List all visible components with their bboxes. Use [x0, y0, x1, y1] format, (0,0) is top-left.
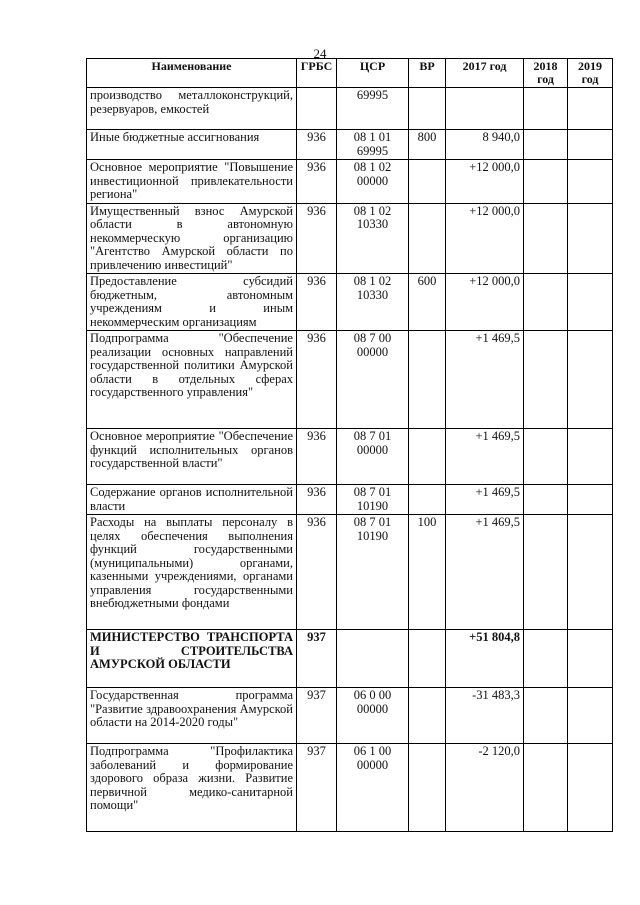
table-row [87, 688, 613, 744]
cell-grbs: 936 [297, 515, 337, 630]
cell-name: Иные бюджетные ассигнования [87, 130, 297, 160]
cell-2019 [568, 744, 613, 832]
cell-2019 [568, 274, 613, 331]
cell-2019 [568, 160, 613, 204]
cell-grbs: 937 [297, 744, 337, 832]
cell-2017: +51 804,8 [446, 630, 524, 688]
csr-part-2: 00000 [356, 757, 389, 772]
cell-2018 [524, 203, 568, 274]
cell-2018 [524, 88, 568, 130]
cell-2019 [568, 485, 613, 515]
cell-2018 [524, 630, 568, 688]
cell-2019 [568, 130, 613, 160]
cell-2017: +12 000,0 [446, 274, 524, 331]
cell-vr: 100 [409, 515, 446, 630]
cell-csr [337, 688, 409, 744]
cell-name: Государственная программа "Развитие здравоохранения Амурской области на 2014-2020 годы" [87, 688, 297, 744]
csr-part-1: 08 7 01 [353, 429, 392, 443]
csr-part-1: 08 7 01 [353, 485, 392, 499]
table-row [87, 160, 613, 204]
csr-part-1: 06 0 00 [353, 688, 392, 702]
cell-vr [409, 203, 446, 274]
cell-vr [409, 688, 446, 744]
cell-2018 [524, 515, 568, 630]
cell-grbs: 936 [297, 160, 337, 204]
csr-part-2: 10330 [356, 217, 389, 231]
cell-vr: 600 [409, 274, 446, 331]
page-number: 24 [313, 46, 327, 61]
csr-part-1: 06 1 00 [353, 744, 392, 758]
table-row [87, 274, 613, 331]
cell-grbs: 936 [297, 331, 337, 429]
cell-2017: +1 469,5 [446, 331, 524, 429]
cell-name: Имущественный взнос Амурской области в автономную некоммерческую организацию "Агентство Амурской области по привлечению инвестиций" [87, 203, 297, 274]
cell-vr [409, 331, 446, 429]
table-row [87, 630, 613, 688]
cell-2017: 8 940,0 [446, 130, 524, 160]
header-grbs: ГРБС [297, 59, 337, 88]
cell-2017: -2 120,0 [446, 744, 524, 832]
cell-2019 [568, 203, 613, 274]
cell-name: Основное мероприятие "Обеспечение функций исполнительных органов государственной власти" [87, 429, 297, 485]
cell-grbs: 936 [297, 485, 337, 515]
cell-vr [409, 160, 446, 204]
table-body [87, 88, 613, 832]
cell-2019 [568, 429, 613, 485]
cell-csr [337, 203, 409, 274]
cell-name: МИНИСТЕРСТВО ТРАНСПОРТА И СТРОИТЕЛЬСТВА АМУРСКОЙ ОБЛАСТИ [87, 630, 297, 688]
cell-csr [337, 485, 409, 515]
cell-2018 [524, 274, 568, 331]
cell-csr [337, 515, 409, 630]
cell-2017: +1 469,5 [446, 429, 524, 485]
cell-csr [337, 160, 409, 204]
table-row [87, 203, 613, 274]
csr-part-1: 08 1 02 [353, 160, 392, 174]
header-2018: 2018 год [524, 59, 568, 88]
cell-vr [409, 744, 446, 832]
header-csr: ЦСР [337, 59, 409, 88]
csr-part-2: 10190 [356, 498, 389, 513]
table-row [87, 485, 613, 515]
cell-2018 [524, 429, 568, 485]
table-row [87, 429, 613, 485]
header-name: Наименование [87, 59, 297, 88]
csr-part-2: 10330 [356, 287, 389, 302]
cell-grbs: 936 [297, 274, 337, 331]
cell-2018 [524, 744, 568, 832]
cell-name: Подпрограмма "Обеспечение реализации основных направлений государственной политики Амурской области в отдельных сферах государственного управления" [87, 331, 297, 429]
csr-part-2: 69995 [356, 143, 389, 158]
cell-grbs [297, 88, 337, 130]
csr-part-1: 08 1 02 [353, 274, 392, 288]
cell-2017: +1 469,5 [446, 485, 524, 515]
table-row [87, 515, 613, 630]
cell-2019 [568, 331, 613, 429]
cell-name: Предоставление субсидий бюджетным, автономным учреждениям и иным некоммерческим организациям [87, 274, 297, 331]
budget-table [86, 58, 613, 832]
csr-part-1: 08 1 01 [353, 130, 392, 144]
csr-part-1: 08 1 02 [353, 203, 392, 218]
table-row [87, 130, 613, 160]
cell-2018 [524, 688, 568, 744]
table-row [87, 88, 613, 130]
cell-csr [337, 130, 409, 160]
cell-2018 [524, 331, 568, 429]
cell-2017: -31 483,3 [446, 688, 524, 744]
cell-2017: +12 000,0 [446, 203, 524, 274]
cell-csr [337, 630, 409, 688]
cell-name: Расходы на выплаты персоналу в целях обеспечения выполнения функций государственными (муниципальными) органами, казенными учреждениями, органами управления государственными внебюджетными фондами [87, 515, 297, 630]
cell-name: Содержание органов исполнительной власти [87, 485, 297, 515]
csr-part-2: 00000 [356, 701, 389, 716]
csr-part-2: 10190 [356, 528, 389, 543]
cell-vr [409, 630, 446, 688]
cell-vr [409, 429, 446, 485]
cell-grbs: 936 [297, 130, 337, 160]
cell-vr [409, 485, 446, 515]
cell-csr [337, 274, 409, 331]
cell-grbs: 936 [297, 203, 337, 274]
cell-name: Подпрограмма "Профилактика заболеваний и формирование здорового образа жизни. Развитие первичной медико-санитарной помощи" [87, 744, 297, 832]
cell-csr [337, 88, 409, 130]
cell-2017: +1 469,5 [446, 515, 524, 630]
cell-csr [337, 744, 409, 832]
csr-part-2: 00000 [356, 442, 389, 457]
csr-part-2: 00000 [356, 344, 389, 359]
header-2019: 2019 год [568, 59, 613, 88]
cell-vr [409, 88, 446, 130]
cell-grbs: 937 [297, 688, 337, 744]
table-header-row [87, 59, 613, 88]
csr-part-1: 08 7 00 [353, 331, 392, 345]
cell-vr: 800 [409, 130, 446, 160]
cell-2017 [446, 88, 524, 130]
cell-2019 [568, 688, 613, 744]
header-2017: 2017 год [446, 59, 524, 88]
cell-2019 [568, 515, 613, 630]
cell-2019 [568, 88, 613, 130]
csr-part-2: 00000 [356, 173, 389, 188]
cell-name: производство металлоконструкций, резервуаров, емкостей [87, 88, 297, 130]
cell-name: Основное мероприятие "Повышение инвестиционной привлекательности региона" [87, 160, 297, 204]
cell-2018 [524, 485, 568, 515]
cell-csr [337, 331, 409, 429]
header-vr: ВР [409, 59, 446, 88]
cell-grbs: 937 [297, 630, 337, 688]
cell-2017: +12 000,0 [446, 160, 524, 204]
cell-csr [337, 429, 409, 485]
csr-part-1: 08 7 01 [353, 515, 392, 529]
table-row [87, 331, 613, 429]
cell-2019 [568, 630, 613, 688]
cell-grbs: 936 [297, 429, 337, 485]
csr-part-2: 69995 [356, 88, 389, 102]
table-row [87, 744, 613, 832]
cell-2018 [524, 160, 568, 204]
cell-2018 [524, 130, 568, 160]
